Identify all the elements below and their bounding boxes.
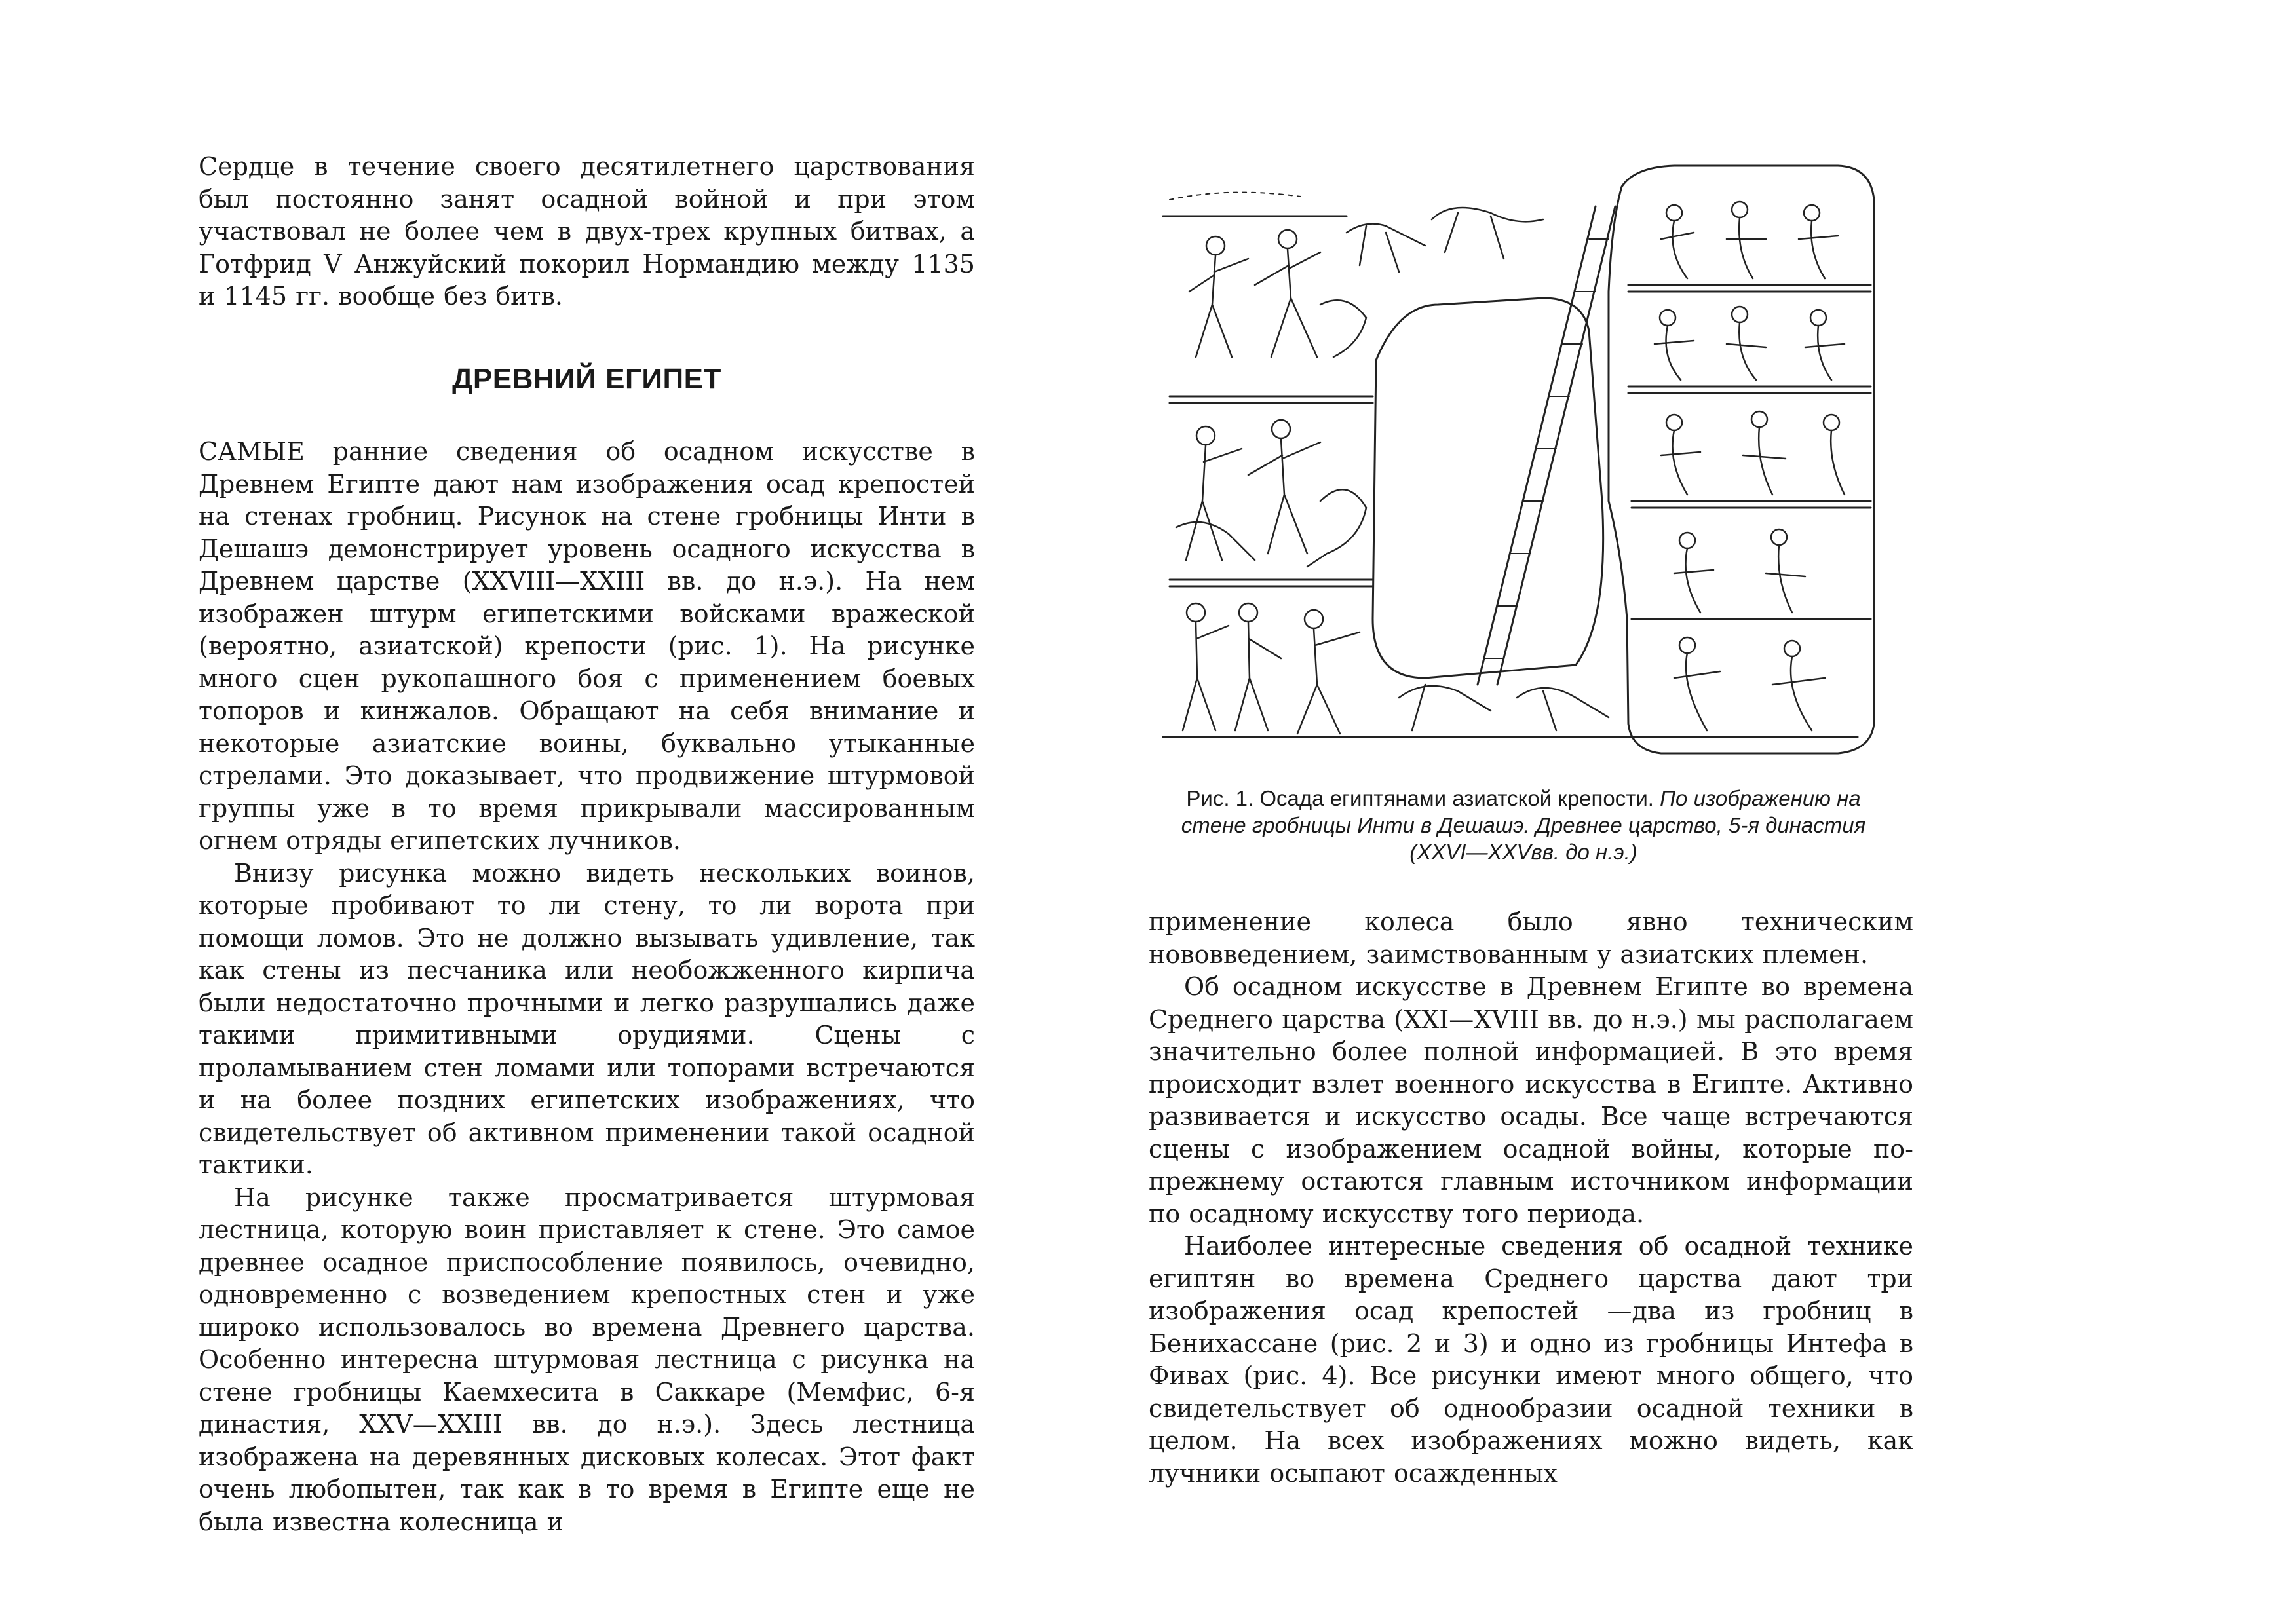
body-paragraph-2: Внизу рисунка можно видеть нескольких воинов, которые пробивают то ли стену, то ли ворота при помощи ломов. Это не должно вызывать удивление, так как стены из песчаника или необожженного кирпича были недостаточно прочными и легко разрушались даже такими примитивными орудиями. Сцены с проламыванием стен ломами или топорами встречаются и на более поздних египетских изображениях, что свидетельствует об активном применении такой осадной тактики. <box>199 858 975 1179</box>
body-paragraph-1: САМЫЕ ранние сведения об осадном искусстве в Древнем Египте дают нам изображения осад крепостей на стенах гробниц. Рисунок на стене гробницы Инти в Дешашэ демонстрирует уровень осадного искусства в Древнем царстве (XXVIII—XXIII вв. до н.э.). На нем изображен штурм египетскими войсками вражеской (вероятно, азиатской) крепости (рис. 1). На рисунке много сцен рукопашного боя с применением боевых топоров и кинжалов. Обращают на себя внимание и некоторые азиатские воины, буквально утыканные стрелами. Это доказывает, что продвижение штурмовой группы уже в то время прикрывали массированным огнем отряды египетских лучников. <box>199 437 975 855</box>
siege-illustration <box>1150 161 1884 763</box>
figure-caption-source: По изображению на стене гробницы Инти в Дешашэ. Древнее царство, 5-я династия (XXVI—XXVвв. до н.э.) <box>1181 786 1866 864</box>
right-text-column <box>1149 906 1913 1490</box>
body-paragraph-6: Наиболее интересные сведения об осадной технике египтян во времена Среднего царства дают три изображения осад крепостей —два из гробниц в Бенихассане (рис. 2 и 3) и одно из гробницы Интефа в Фивах (рис. 4). Все рисунки имеют много общего, что свидетельствует об однообразии осадной техники в целом. На всех изображениях можно видеть, как лучники осыпают осажденных <box>1149 1232 1913 1488</box>
figure-caption <box>1176 785 1871 865</box>
section-heading: ДРЕВНИЙ ЕГИПЕТ <box>452 362 721 395</box>
body-paragraph-4: применение колеса было явно техническим нововведением, заимствованным у азиатских племен. <box>1149 907 1913 969</box>
body-paragraph-3: На рисунке также просматривается штурмовая лестница, которую воин приставляет к стене. Это самое древнее осадное приспособление появилось, очевидно, одновременно с возведением крепостных стен и уже широко использовалось во времена Древнего царства. Особенно интересна штурмовая лестница с рисунка на стене гробницы Каемхесита в Саккаре (Мемфис, 6-я династия, XXV—XXIII вв. до н.э.). Здесь лестница изображена на деревянных дисковых колесах. Этот факт очень любопытен, так как в то время в Египте еще не была известна колесница и <box>199 1182 975 1536</box>
intro-paragraph: Сердце в течение своего десятилетнего царствования был постоянно занят осадной войной и при этом участвовал не более чем в двух-трех крупных битвах, а Готфрид V Анжуйский покорил Нормандию между 1135 и 1145 гг. вообще без битв. <box>199 152 975 311</box>
left-text-column <box>199 151 975 1538</box>
body-paragraph-5: Об осадном искусстве в Древнем Египте во времена Среднего царства (XXI—XVIII вв. до н.э.) мы располагаем значительно более полной информацией. В это время происходит взлет военного искусства в Египте. Активно развивается и искусство осады. Все чаще встречаются сцены с изображением осадной войны, которые по-прежнему остаются главным источником информации по осадному искусству того периода. <box>1149 972 1913 1228</box>
figure-caption-label: Рис. 1. Осада египтянами азиатской крепости. <box>1186 786 1660 810</box>
